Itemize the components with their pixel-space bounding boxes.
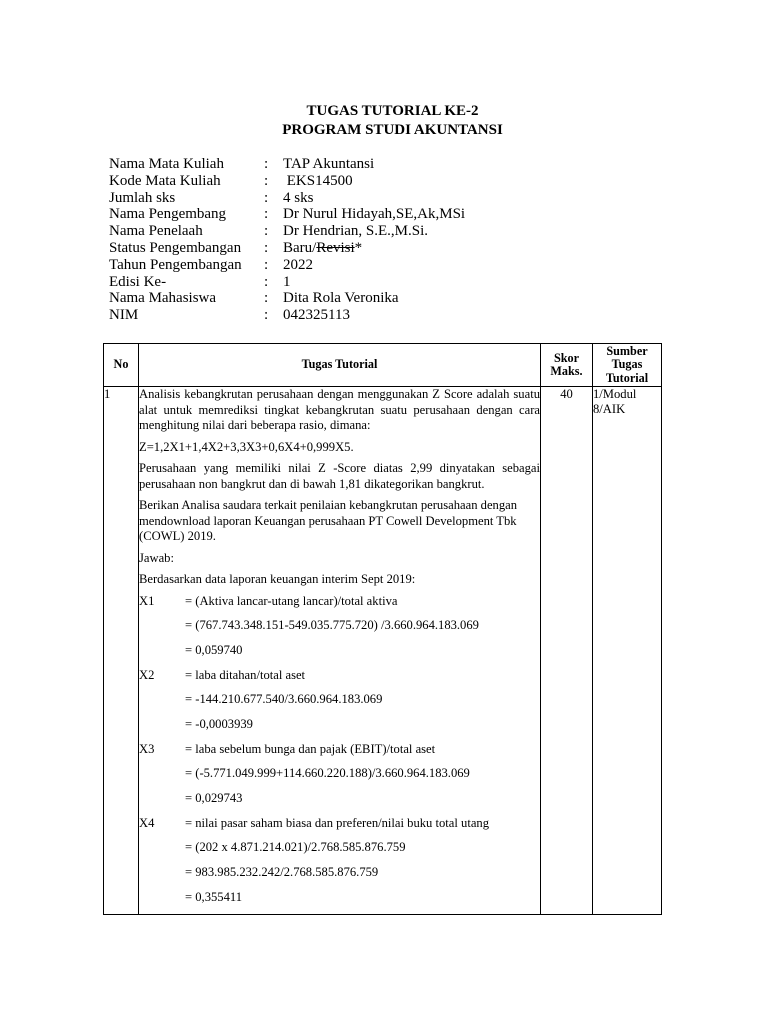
info-row bbox=[109, 173, 465, 190]
header-source-line1: Sumber bbox=[606, 343, 648, 358]
info-value-text: Dita Rola Veronika bbox=[283, 290, 399, 307]
calc-row bbox=[139, 618, 540, 643]
calc-row bbox=[139, 742, 540, 767]
info-value-text: 1 bbox=[283, 273, 291, 290]
header-source bbox=[593, 344, 662, 387]
document-title: TUGAS TUTORIAL KE-2 bbox=[306, 103, 479, 119]
info-value bbox=[283, 156, 374, 173]
info-row bbox=[109, 190, 465, 207]
info-label: Nama Pengembang bbox=[109, 206, 227, 223]
info-label: NIM bbox=[109, 307, 139, 324]
source-line1: 1/Modul bbox=[593, 387, 637, 401]
info-colon: : bbox=[264, 239, 269, 256]
info-label: Nama Mata Kuliah bbox=[109, 156, 224, 172]
calc-variable: X1 bbox=[139, 593, 155, 608]
document-subtitle: PROGRAM STUDI AKUNTANSI bbox=[282, 122, 503, 138]
calc-row bbox=[139, 692, 540, 717]
info-value-suffix: * bbox=[354, 239, 363, 256]
tutorial-source bbox=[593, 387, 662, 915]
calc-expression: = nilai pasar saham biasa dan preferen/nilai buku total utang bbox=[185, 815, 490, 830]
info-row bbox=[109, 206, 465, 223]
info-value bbox=[283, 223, 428, 240]
calc-row bbox=[139, 766, 540, 791]
info-value bbox=[283, 190, 313, 207]
info-colon: : bbox=[264, 256, 269, 273]
info-value bbox=[283, 173, 353, 190]
calc-row bbox=[139, 668, 540, 693]
info-label: Jumlah sks bbox=[109, 189, 176, 206]
calc-row bbox=[139, 816, 540, 841]
header-task: Tugas Tutorial bbox=[139, 344, 541, 387]
info-value bbox=[283, 257, 313, 274]
header-skor bbox=[541, 344, 593, 387]
source-line2: 8/AIK bbox=[593, 402, 626, 416]
calc-expression: = 0,355411 bbox=[185, 889, 243, 904]
info-value bbox=[283, 290, 399, 307]
calc-row bbox=[139, 594, 540, 619]
info-value-text: 042325113 bbox=[283, 307, 350, 324]
info-value-text: Dr Hendrian, S.E.,M.Si. bbox=[283, 223, 428, 240]
task-intro: Analisis kebangkrutan perusahaan dengan menggunakan Z Score adalah suatu alat untuk memrediksi tingkat kebangkrutan suatu perusahaan dengan cara menghitung nilai dari beberapa rasio, dimana: bbox=[139, 387, 540, 432]
info-row bbox=[109, 257, 465, 274]
header-skor-line2: Maks. bbox=[550, 364, 583, 378]
calc-row bbox=[139, 643, 540, 668]
info-row bbox=[109, 156, 465, 173]
info-value bbox=[283, 274, 291, 291]
calc-variable: X3 bbox=[139, 741, 155, 756]
info-colon: : bbox=[264, 307, 269, 324]
info-row bbox=[109, 240, 465, 257]
calc-row bbox=[139, 890, 540, 915]
info-value-text: 2022 bbox=[283, 256, 313, 273]
calc-expression: = (767.743.348.151-549.035.775.720) /3.660.964.183.069 bbox=[185, 618, 479, 633]
info-colon: : bbox=[264, 189, 269, 206]
info-label: Nama Mahasiswa bbox=[109, 290, 217, 307]
info-value-struck: Revisi bbox=[316, 239, 355, 256]
calc-expression: = laba sebelum bunga dan pajak (EBIT)/total aset bbox=[185, 741, 436, 756]
calc-variable: X4 bbox=[139, 815, 155, 830]
info-value-text: 4 sks bbox=[283, 189, 314, 206]
info-colon: : bbox=[264, 223, 269, 240]
task-content bbox=[139, 387, 541, 915]
info-value bbox=[283, 307, 350, 324]
calc-row bbox=[139, 865, 540, 890]
info-row bbox=[109, 223, 465, 240]
info-colon: : bbox=[264, 273, 269, 290]
calc-expression: = 0,029743 bbox=[185, 791, 243, 805]
info-value-text: TAP Akuntansi bbox=[283, 156, 375, 172]
info-label: Status Pengembangan bbox=[109, 239, 242, 256]
info-value-text: Baru/ bbox=[283, 239, 317, 256]
info-label: Edisi Ke- bbox=[109, 273, 167, 290]
table-header-row bbox=[104, 344, 662, 387]
info-value bbox=[283, 240, 362, 257]
task-question: Berikan Analisa saudara terkait penilaian kebangkrutan perusahaan dengan mendownload laporan Keuangan perusahaan PT Cowell Development Tbk (COWL) 2019. bbox=[139, 498, 518, 543]
header-source-line3: Tutorial bbox=[605, 370, 649, 385]
calc-expression: = (Aktiva lancar-utang lancar)/total aktiva bbox=[185, 593, 398, 608]
calc-expression: = -144.210.677.540/3.660.964.183.069 bbox=[185, 692, 383, 707]
calc-expression: = -0,0003939 bbox=[185, 716, 253, 731]
max-score: 40 bbox=[541, 387, 593, 915]
info-row bbox=[109, 290, 465, 307]
course-info bbox=[109, 156, 465, 324]
info-value-text: Dr Nurul Hidayah,SE,Ak,MSi bbox=[283, 206, 466, 223]
calc-row bbox=[139, 717, 540, 742]
header-source-line2: Tugas bbox=[611, 357, 643, 372]
calc-variable: X2 bbox=[139, 667, 155, 682]
info-row bbox=[109, 274, 465, 291]
calc-expression: = 983.985.232.242/2.768.585.876.759 bbox=[185, 865, 379, 880]
header-skor-line1: Skor bbox=[553, 350, 580, 365]
calc-expression: = laba ditahan/total aset bbox=[185, 667, 306, 682]
calc-expression: = (202 x 4.871.214.021)/2.768.585.876.759 bbox=[185, 840, 406, 855]
calc-row bbox=[139, 840, 540, 865]
row-number: 1 bbox=[104, 387, 139, 915]
task-criteria: Perusahaan yang memiliki nilai Z -Score diatas 2,99 dinyatakan sebagai perusahaan non bangkrut dan di bawah 1,81 dikategorikan bangkrut. bbox=[139, 461, 540, 491]
info-colon: : bbox=[264, 172, 269, 189]
calc-expression: = (-5.771.049.999+114.660.220.188)/3.660.964.183.069 bbox=[185, 766, 470, 781]
info-label: Tahun Pengembangan bbox=[109, 256, 242, 273]
calculation-list bbox=[139, 594, 540, 915]
info-label: Nama Penelaah bbox=[109, 223, 203, 240]
table-row bbox=[104, 387, 662, 915]
info-colon: : bbox=[264, 290, 269, 307]
info-value-text: EKS14500 bbox=[283, 172, 353, 189]
header-no: No bbox=[104, 344, 139, 387]
info-value bbox=[283, 206, 465, 223]
info-label: Kode Mata Kuliah bbox=[109, 172, 221, 189]
z-score-formula: Z=1,2X1+1,4X2+3,3X3+0,6X4+0,999X5. bbox=[139, 439, 354, 454]
info-colon: : bbox=[264, 156, 269, 172]
calc-row bbox=[139, 791, 540, 816]
answer-basis: Berdasarkan data laporan keuangan interim Sept 2019: bbox=[139, 572, 416, 586]
tutorial-table bbox=[103, 343, 662, 915]
info-row bbox=[109, 307, 465, 324]
calc-expression: = 0,059740 bbox=[185, 642, 243, 657]
info-colon: : bbox=[264, 206, 269, 223]
answer-label: Jawab: bbox=[139, 550, 174, 565]
